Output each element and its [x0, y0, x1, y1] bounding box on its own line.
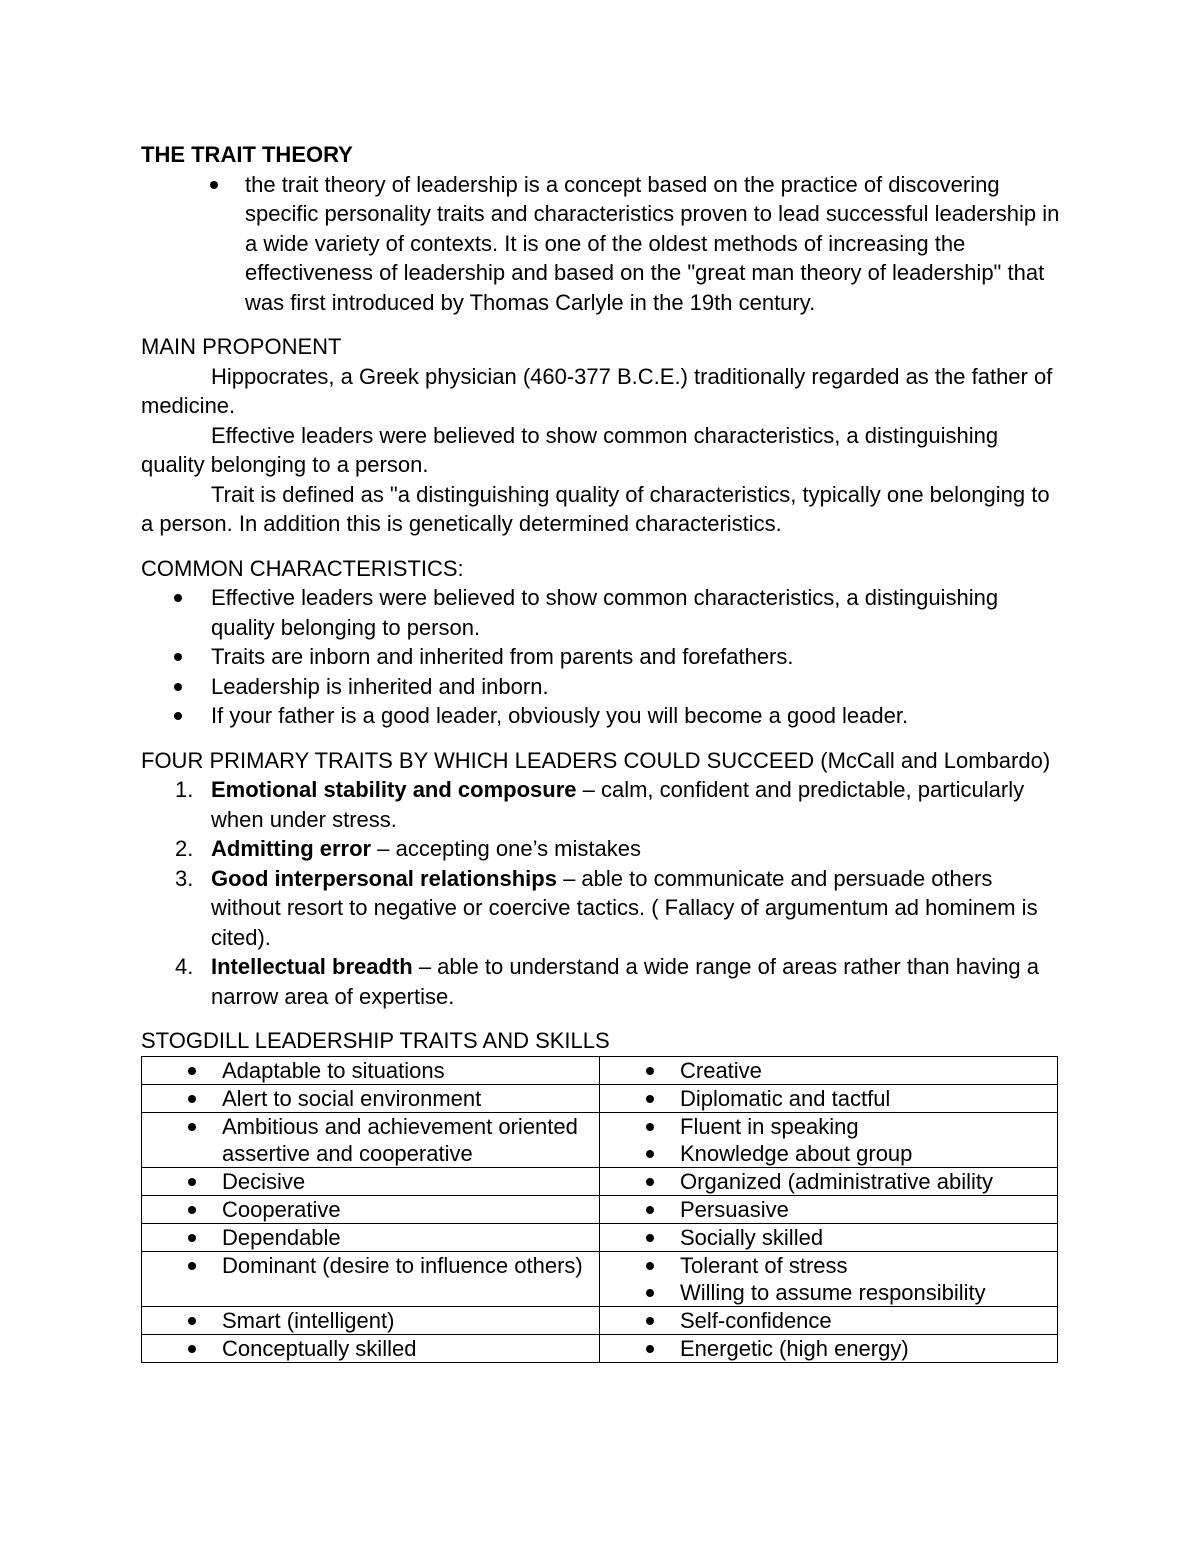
proponent-paragraph: Trait is defined as "a distinguishing quality of characteristics, typically one belonging to a person. In addition this is genetically determined characteristics. — [141, 481, 1050, 536]
trait-term: Emotional stability and composure — [211, 777, 577, 802]
bullet-icon — [188, 1178, 196, 1186]
intro-text: the trait theory of leadership is a concept based on the practice of discovering specific personality traits and characteristics proven to lead successful leadership in a wide variety of contexts. It is one of the oldest methods of increasing the effectiveness of leadership and based on the "great man theory of leadership" that was first introduced by Thomas Carlyle in the 19th century. — [245, 171, 1060, 315]
list-number: 3. — [175, 865, 194, 891]
trait-text: Energetic (high energy) — [680, 1335, 909, 1361]
bullet-icon — [174, 712, 182, 720]
table-cell-right — [600, 1084, 1058, 1112]
proponent-paragraph: Effective leaders were believed to show common characteristics, a distinguishing quality belonging to a person. — [141, 422, 999, 477]
bullet-icon — [646, 1262, 654, 1270]
list-number: 1. — [175, 777, 194, 802]
table-cell-left — [142, 1167, 600, 1195]
list-item — [600, 1140, 1057, 1167]
bullet-icon — [646, 1234, 654, 1242]
bullet-icon — [188, 1317, 196, 1325]
trait-text: Persuasive — [680, 1196, 789, 1222]
list-item — [600, 1307, 1057, 1334]
trait-term: Good interpersonal relationships — [211, 865, 557, 891]
table-cell-right — [600, 1223, 1058, 1251]
list-item — [142, 1057, 599, 1084]
bullet-icon — [174, 594, 182, 602]
bullet-icon — [188, 1095, 196, 1103]
list-item — [141, 701, 1061, 731]
table-cell-left — [142, 1251, 600, 1306]
list-item — [600, 1252, 1057, 1279]
trait-text: Dominant (desire to influence others) — [222, 1252, 583, 1278]
trait-text: Conceptually skilled — [222, 1335, 417, 1361]
four-traits-heading: FOUR PRIMARY TRAITS BY WHICH LEADERS COULD SUCCEED (McCall and Lombardo) — [141, 747, 1051, 773]
list-item — [141, 864, 1061, 953]
trait-description: – able to communicate and persuade others without resort to negative or coercive tactics. ( Fallacy of argumentum ad hominem is cited). — [211, 865, 1038, 950]
list-number: 2. — [175, 836, 194, 861]
bullet-icon — [174, 653, 182, 661]
trait-text: Dependable — [222, 1224, 341, 1250]
bullet-icon — [188, 1345, 196, 1353]
list-item — [600, 1335, 1057, 1362]
trait-text: Willing to assume responsibility — [680, 1279, 986, 1305]
list-item — [141, 952, 1061, 1011]
list-item — [600, 1168, 1057, 1195]
bullet-icon — [646, 1317, 654, 1325]
list-item — [142, 1113, 599, 1167]
table-row — [142, 1167, 1058, 1195]
list-item — [600, 1196, 1057, 1223]
list-item — [141, 672, 1061, 702]
trait-text: Ambitious and achievement oriented assertive and cooperative — [222, 1113, 578, 1166]
list-item — [141, 834, 1061, 864]
list-item — [142, 1335, 599, 1362]
trait-description: – calm, confident and predictable, particularly when under stress. — [211, 777, 1025, 832]
table-cell-left — [142, 1223, 600, 1251]
bullet-icon — [646, 1345, 654, 1353]
four-traits-list — [141, 775, 1061, 1011]
intro-list — [141, 170, 1061, 318]
list-item — [142, 1307, 599, 1334]
list-item — [142, 1085, 599, 1112]
table-row — [142, 1056, 1058, 1084]
list-item-text: Leadership is inherited and inborn. — [211, 673, 549, 699]
table-cell-right — [600, 1251, 1058, 1306]
table-cell-left — [142, 1112, 600, 1167]
table-cell-left — [142, 1334, 600, 1362]
trait-text: Self-confidence — [680, 1307, 832, 1333]
table-cell-right — [600, 1112, 1058, 1167]
table-cell-right — [600, 1195, 1058, 1223]
page-title: THE TRAIT THEORY — [141, 142, 353, 167]
bullet-icon — [188, 1123, 196, 1131]
table-cell-right — [600, 1306, 1058, 1334]
table-cell-left — [142, 1084, 600, 1112]
bullet-icon — [646, 1123, 654, 1131]
traits-table-body — [142, 1056, 1058, 1362]
trait-text: Decisive — [222, 1168, 306, 1194]
bullet-icon — [646, 1095, 654, 1103]
trait-text: Alert to social environment — [222, 1085, 482, 1111]
table-row — [142, 1084, 1058, 1112]
table-cell-right — [600, 1334, 1058, 1362]
common-characteristics-list — [141, 583, 1061, 731]
bullet-icon — [174, 683, 182, 691]
list-number: 4. — [175, 954, 194, 979]
intro-bullet — [141, 170, 1061, 318]
bullet-icon — [210, 181, 218, 189]
list-item — [142, 1224, 599, 1251]
trait-text: Creative — [680, 1057, 762, 1083]
table-row — [142, 1223, 1058, 1251]
trait-text: Adaptable to situations — [222, 1057, 445, 1083]
table-cell-right — [600, 1167, 1058, 1195]
list-item — [600, 1113, 1057, 1140]
trait-text: Organized (administrative ability — [680, 1168, 994, 1194]
trait-text: Socially skilled — [680, 1224, 824, 1250]
table-row — [142, 1334, 1058, 1362]
table-row — [142, 1251, 1058, 1306]
bullet-icon — [188, 1234, 196, 1242]
table-row — [142, 1306, 1058, 1334]
bullet-icon — [188, 1206, 196, 1214]
trait-text: Tolerant of stress — [680, 1252, 848, 1278]
stogdill-heading: STOGDILL LEADERSHIP TRAITS AND SKILLS — [141, 1028, 610, 1053]
list-item — [141, 775, 1061, 834]
table-cell-left — [142, 1195, 600, 1223]
trait-term: Admitting error — [211, 836, 372, 861]
list-item-text: Traits are inborn and inherited from parents and forefathers. — [211, 644, 794, 669]
bullet-icon — [646, 1206, 654, 1214]
table-row — [142, 1112, 1058, 1167]
common-characteristics-heading: COMMON CHARACTERISTICS: — [141, 555, 464, 581]
bullet-icon — [646, 1178, 654, 1186]
bullet-icon — [188, 1067, 196, 1075]
trait-text: Diplomatic and tactful — [680, 1085, 891, 1111]
main-proponent-heading: MAIN PROPONENT — [141, 334, 342, 359]
table-row — [142, 1195, 1058, 1223]
list-item-text: If your father is a good leader, obviously you will become a good leader. — [211, 703, 909, 728]
document-content — [141, 140, 1061, 1363]
list-item — [142, 1168, 599, 1195]
list-item — [600, 1279, 1057, 1306]
bullet-icon — [646, 1289, 654, 1297]
trait-term: Intellectual breadth — [211, 954, 413, 979]
list-item — [142, 1252, 599, 1279]
list-item — [141, 642, 1061, 672]
trait-text: Smart (intelligent) — [222, 1307, 395, 1333]
trait-description: – accepting one’s mistakes — [371, 836, 641, 861]
table-cell-left — [142, 1306, 600, 1334]
list-item-text: Effective leaders were believed to show common characteristics, a distinguishing quality belonging to person. — [211, 585, 999, 640]
trait-description: – able to understand a wide range of areas rather than having a narrow area of expertise. — [211, 954, 1039, 1009]
trait-text: Fluent in speaking — [680, 1113, 859, 1139]
list-item — [600, 1224, 1057, 1251]
bullet-icon — [188, 1262, 196, 1270]
list-item — [142, 1196, 599, 1223]
stogdill-traits-table — [141, 1056, 1058, 1363]
list-item — [141, 583, 1061, 642]
trait-text: Knowledge about group — [680, 1140, 913, 1166]
table-cell-left — [142, 1056, 600, 1084]
bullet-icon — [646, 1150, 654, 1158]
bullet-icon — [646, 1067, 654, 1075]
list-item — [600, 1085, 1057, 1112]
trait-text: Cooperative — [222, 1196, 341, 1222]
proponent-paragraph: Hippocrates, a Greek physician (460-377 B.C.E.) traditionally regarded as the father of medicine. — [141, 363, 1053, 418]
list-item — [600, 1057, 1057, 1084]
table-cell-right — [600, 1056, 1058, 1084]
